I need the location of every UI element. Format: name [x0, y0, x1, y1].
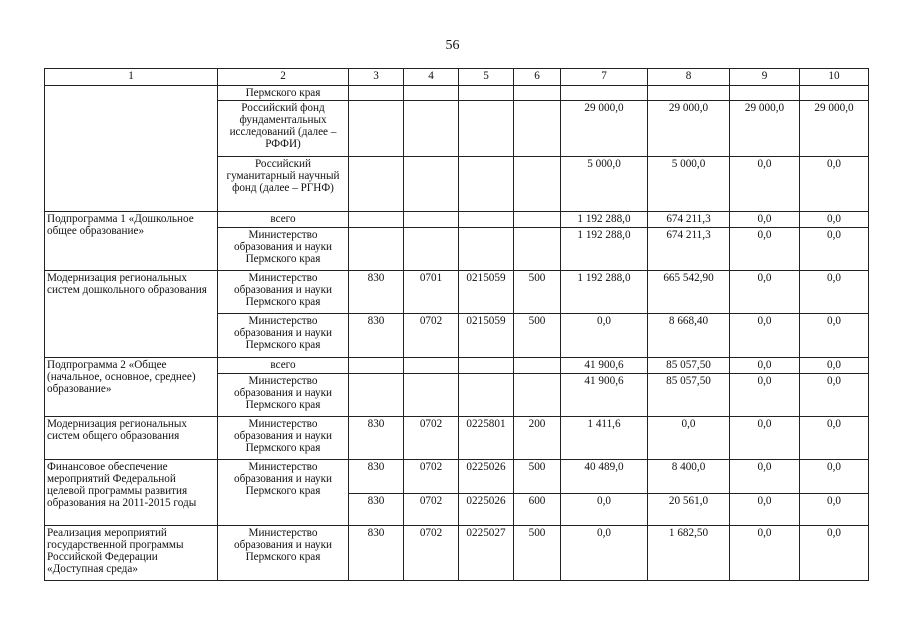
amount-cell: 0,0 [800, 314, 869, 358]
section-code-cell: 0702 [404, 314, 459, 358]
table-row [45, 460, 869, 494]
column-header: 3 [349, 69, 404, 86]
amount-cell: 0,0 [730, 157, 800, 212]
budget-table [44, 68, 869, 581]
executor-cell: Российский фонд фундаментальных исследований (далее – РФФИ) [218, 101, 349, 157]
amount-cell: 674 211,3 [648, 228, 730, 271]
amount-cell: 1 192 288,0 [561, 212, 648, 228]
expense-type-cell [514, 101, 561, 157]
amount-cell: 665 542,90 [648, 271, 730, 314]
amount-cell: 0,0 [800, 494, 869, 526]
program-cell: Реализация мероприятий государственной программы Российской Федерации «Доступная среда» [45, 526, 218, 581]
section-code-cell [404, 157, 459, 212]
section-code-cell [404, 358, 459, 374]
column-header: 5 [459, 69, 514, 86]
amount-cell: 0,0 [730, 417, 800, 460]
amount-cell: 8 400,0 [648, 460, 730, 494]
amount-cell: 0,0 [730, 271, 800, 314]
section-code-cell: 0702 [404, 526, 459, 581]
gov-code-cell: 830 [349, 526, 404, 581]
table-row [45, 358, 869, 374]
target-code-cell [459, 228, 514, 271]
program-cell: Модернизация региональных систем дошкольного образования [45, 271, 218, 358]
section-code-cell: 0702 [404, 460, 459, 494]
program-cell: Подпрограмма 1 «Дошкольное общее образование» [45, 212, 218, 271]
column-header: 1 [45, 69, 218, 86]
amount-cell: 8 668,40 [648, 314, 730, 358]
column-header: 6 [514, 69, 561, 86]
amount-cell: 0,0 [648, 417, 730, 460]
amount-cell [561, 86, 648, 101]
expense-type-cell [514, 358, 561, 374]
amount-cell: 1 411,6 [561, 417, 648, 460]
header-row [45, 69, 869, 86]
executor-cell: Пермского края [218, 86, 349, 101]
amount-cell: 5 000,0 [561, 157, 648, 212]
amount-cell: 0,0 [561, 314, 648, 358]
expense-type-cell: 500 [514, 460, 561, 494]
executor-cell: Российский гуманитарный научный фонд (далее – РГНФ) [218, 157, 349, 212]
amount-cell: 0,0 [800, 526, 869, 581]
target-code-cell: 0225026 [459, 494, 514, 526]
amount-cell: 20 561,0 [648, 494, 730, 526]
amount-cell: 0,0 [561, 494, 648, 526]
section-code-cell: 0701 [404, 271, 459, 314]
table-row [45, 417, 869, 460]
section-code-cell: 0702 [404, 494, 459, 526]
section-code-cell [404, 374, 459, 417]
column-header: 10 [800, 69, 869, 86]
amount-cell: 674 211,3 [648, 212, 730, 228]
program-cell: Финансовое обеспечение мероприятий Федеральной целевой программы развития образования на 2011-2015 годы [45, 460, 218, 526]
amount-cell: 41 900,6 [561, 374, 648, 417]
gov-code-cell [349, 101, 404, 157]
gov-code-cell: 830 [349, 417, 404, 460]
column-header: 2 [218, 69, 349, 86]
amount-cell: 0,0 [730, 358, 800, 374]
amount-cell: 85 057,50 [648, 358, 730, 374]
table-row [45, 86, 869, 101]
target-code-cell: 0225801 [459, 417, 514, 460]
amount-cell: 0,0 [561, 526, 648, 581]
amount-cell: 0,0 [730, 314, 800, 358]
executor-cell: Министерство образования и науки Пермского края [218, 460, 349, 526]
target-code-cell [459, 212, 514, 228]
amount-cell: 0,0 [800, 374, 869, 417]
amount-cell: 0,0 [730, 526, 800, 581]
column-header: 8 [648, 69, 730, 86]
amount-cell: 40 489,0 [561, 460, 648, 494]
gov-code-cell [349, 358, 404, 374]
executor-cell: всего [218, 358, 349, 374]
executor-cell: Министерство образования и науки Пермского края [218, 526, 349, 581]
target-code-cell: 0225026 [459, 460, 514, 494]
expense-type-cell [514, 212, 561, 228]
amount-cell: 29 000,0 [800, 101, 869, 157]
target-code-cell [459, 157, 514, 212]
gov-code-cell: 830 [349, 271, 404, 314]
target-code-cell [459, 86, 514, 101]
gov-code-cell: 830 [349, 460, 404, 494]
gov-code-cell: 830 [349, 494, 404, 526]
expense-type-cell: 500 [514, 526, 561, 581]
target-code-cell [459, 101, 514, 157]
expense-type-cell: 600 [514, 494, 561, 526]
gov-code-cell [349, 86, 404, 101]
section-code-cell [404, 101, 459, 157]
expense-type-cell: 500 [514, 314, 561, 358]
executor-cell: Министерство образования и науки Пермского края [218, 228, 349, 271]
expense-type-cell [514, 374, 561, 417]
gov-code-cell [349, 157, 404, 212]
amount-cell: 0,0 [730, 228, 800, 271]
program-cell [45, 86, 218, 212]
expense-type-cell [514, 157, 561, 212]
amount-cell: 0,0 [730, 374, 800, 417]
column-header: 7 [561, 69, 648, 86]
target-code-cell: 0215059 [459, 271, 514, 314]
program-cell: Подпрограмма 2 «Общее (начальное, основное, среднее) образование» [45, 358, 218, 417]
expense-type-cell [514, 228, 561, 271]
amount-cell: 0,0 [800, 212, 869, 228]
amount-cell: 1 682,50 [648, 526, 730, 581]
target-code-cell [459, 358, 514, 374]
amount-cell [800, 86, 869, 101]
amount-cell: 0,0 [800, 460, 869, 494]
target-code-cell: 0215059 [459, 314, 514, 358]
amount-cell: 29 000,0 [561, 101, 648, 157]
column-header: 4 [404, 69, 459, 86]
executor-cell: Министерство образования и науки Пермского края [218, 417, 349, 460]
amount-cell: 85 057,50 [648, 374, 730, 417]
table-row [45, 271, 869, 314]
section-code-cell [404, 86, 459, 101]
amount-cell: 0,0 [800, 157, 869, 212]
amount-cell: 1 192 288,0 [561, 228, 648, 271]
amount-cell: 0,0 [800, 228, 869, 271]
amount-cell: 0,0 [800, 417, 869, 460]
amount-cell: 29 000,0 [648, 101, 730, 157]
gov-code-cell [349, 212, 404, 228]
amount-cell: 0,0 [730, 460, 800, 494]
amount-cell: 0,0 [730, 494, 800, 526]
amount-cell: 41 900,6 [561, 358, 648, 374]
section-code-cell [404, 228, 459, 271]
section-code-cell: 0702 [404, 417, 459, 460]
amount-cell: 1 192 288,0 [561, 271, 648, 314]
program-cell: Модернизация региональных систем общего образования [45, 417, 218, 460]
amount-cell [730, 86, 800, 101]
expense-type-cell: 200 [514, 417, 561, 460]
expense-type-cell: 500 [514, 271, 561, 314]
target-code-cell [459, 374, 514, 417]
amount-cell: 0,0 [800, 358, 869, 374]
section-code-cell [404, 212, 459, 228]
table-row [45, 526, 869, 581]
amount-cell: 5 000,0 [648, 157, 730, 212]
gov-code-cell: 830 [349, 314, 404, 358]
gov-code-cell [349, 374, 404, 417]
amount-cell: 0,0 [730, 212, 800, 228]
expense-type-cell [514, 86, 561, 101]
target-code-cell: 0225027 [459, 526, 514, 581]
table-row [45, 212, 869, 228]
page-number: 56 [445, 38, 460, 53]
executor-cell: всего [218, 212, 349, 228]
gov-code-cell [349, 228, 404, 271]
executor-cell: Министерство образования и науки Пермского края [218, 271, 349, 314]
amount-cell: 29 000,0 [730, 101, 800, 157]
executor-cell: Министерство образования и науки Пермского края [218, 314, 349, 358]
amount-cell [648, 86, 730, 101]
executor-cell: Министерство образования и науки Пермского края [218, 374, 349, 417]
column-header: 9 [730, 69, 800, 86]
amount-cell: 0,0 [800, 271, 869, 314]
